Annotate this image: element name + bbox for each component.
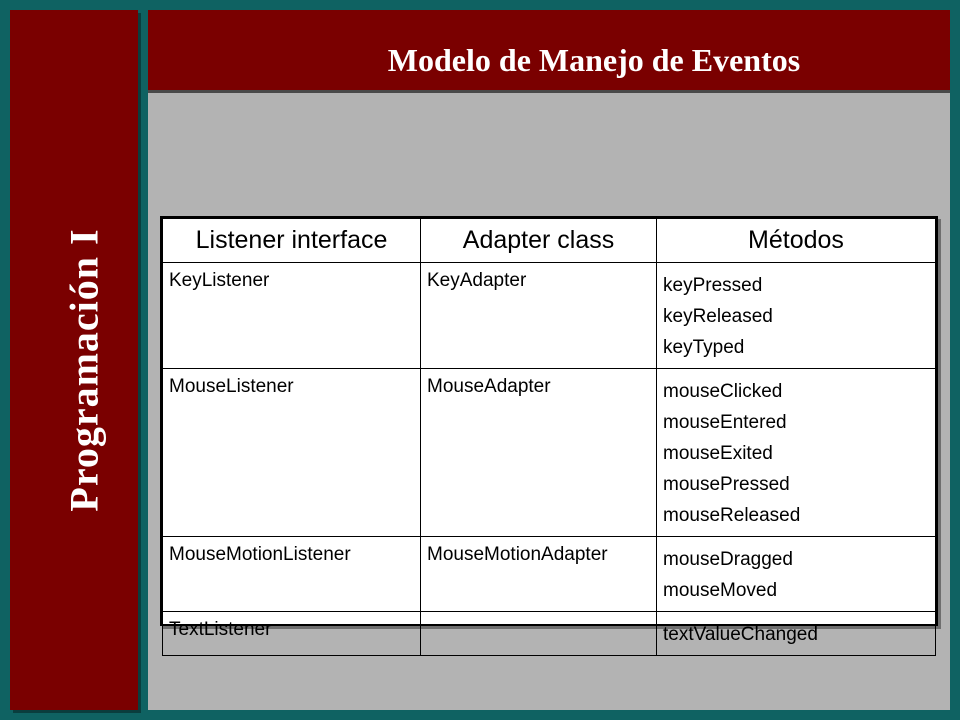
method-item: mousePressed bbox=[663, 474, 790, 495]
listener-cell: MouseMotionListener bbox=[163, 537, 421, 612]
methods-cell bbox=[657, 537, 936, 612]
events-table-container bbox=[160, 216, 938, 645]
methods-cell bbox=[657, 612, 936, 656]
method-item: mouseDragged bbox=[663, 549, 793, 570]
adapter-cell: MouseMotionAdapter bbox=[421, 537, 657, 612]
method-item: mouseEntered bbox=[663, 412, 787, 433]
methods-cell bbox=[657, 369, 936, 537]
listener-cell: TextListener bbox=[163, 612, 421, 656]
column-header-listener: Listener interface bbox=[163, 219, 421, 263]
adapter-cell bbox=[421, 612, 657, 656]
title-bar bbox=[148, 10, 950, 93]
method-item: mouseExited bbox=[663, 443, 773, 464]
events-table bbox=[162, 218, 936, 656]
method-item: keyTyped bbox=[663, 337, 745, 358]
table-row bbox=[163, 537, 936, 612]
sidebar-panel bbox=[10, 10, 138, 710]
column-header-methods: Métodos bbox=[657, 219, 936, 263]
adapter-cell: MouseAdapter bbox=[421, 369, 657, 537]
slide-title: Modelo de Manejo de Eventos bbox=[387, 42, 801, 78]
table-row bbox=[163, 612, 936, 656]
method-item: mouseReleased bbox=[663, 505, 801, 526]
course-title: Programación I bbox=[61, 228, 107, 512]
method-item: textValueChanged bbox=[663, 624, 818, 645]
method-item: keyPressed bbox=[663, 275, 763, 296]
table-header-row bbox=[163, 219, 936, 263]
method-item: mouseMoved bbox=[663, 580, 778, 601]
listener-cell: MouseListener bbox=[163, 369, 421, 537]
table-row bbox=[163, 369, 936, 537]
methods-cell bbox=[657, 263, 936, 369]
column-header-adapter: Adapter class bbox=[421, 219, 657, 263]
method-item: keyReleased bbox=[663, 306, 773, 327]
table-row bbox=[163, 263, 936, 369]
listener-cell: KeyListener bbox=[163, 263, 421, 369]
method-item: mouseClicked bbox=[663, 381, 783, 402]
adapter-cell: KeyAdapter bbox=[421, 263, 657, 369]
